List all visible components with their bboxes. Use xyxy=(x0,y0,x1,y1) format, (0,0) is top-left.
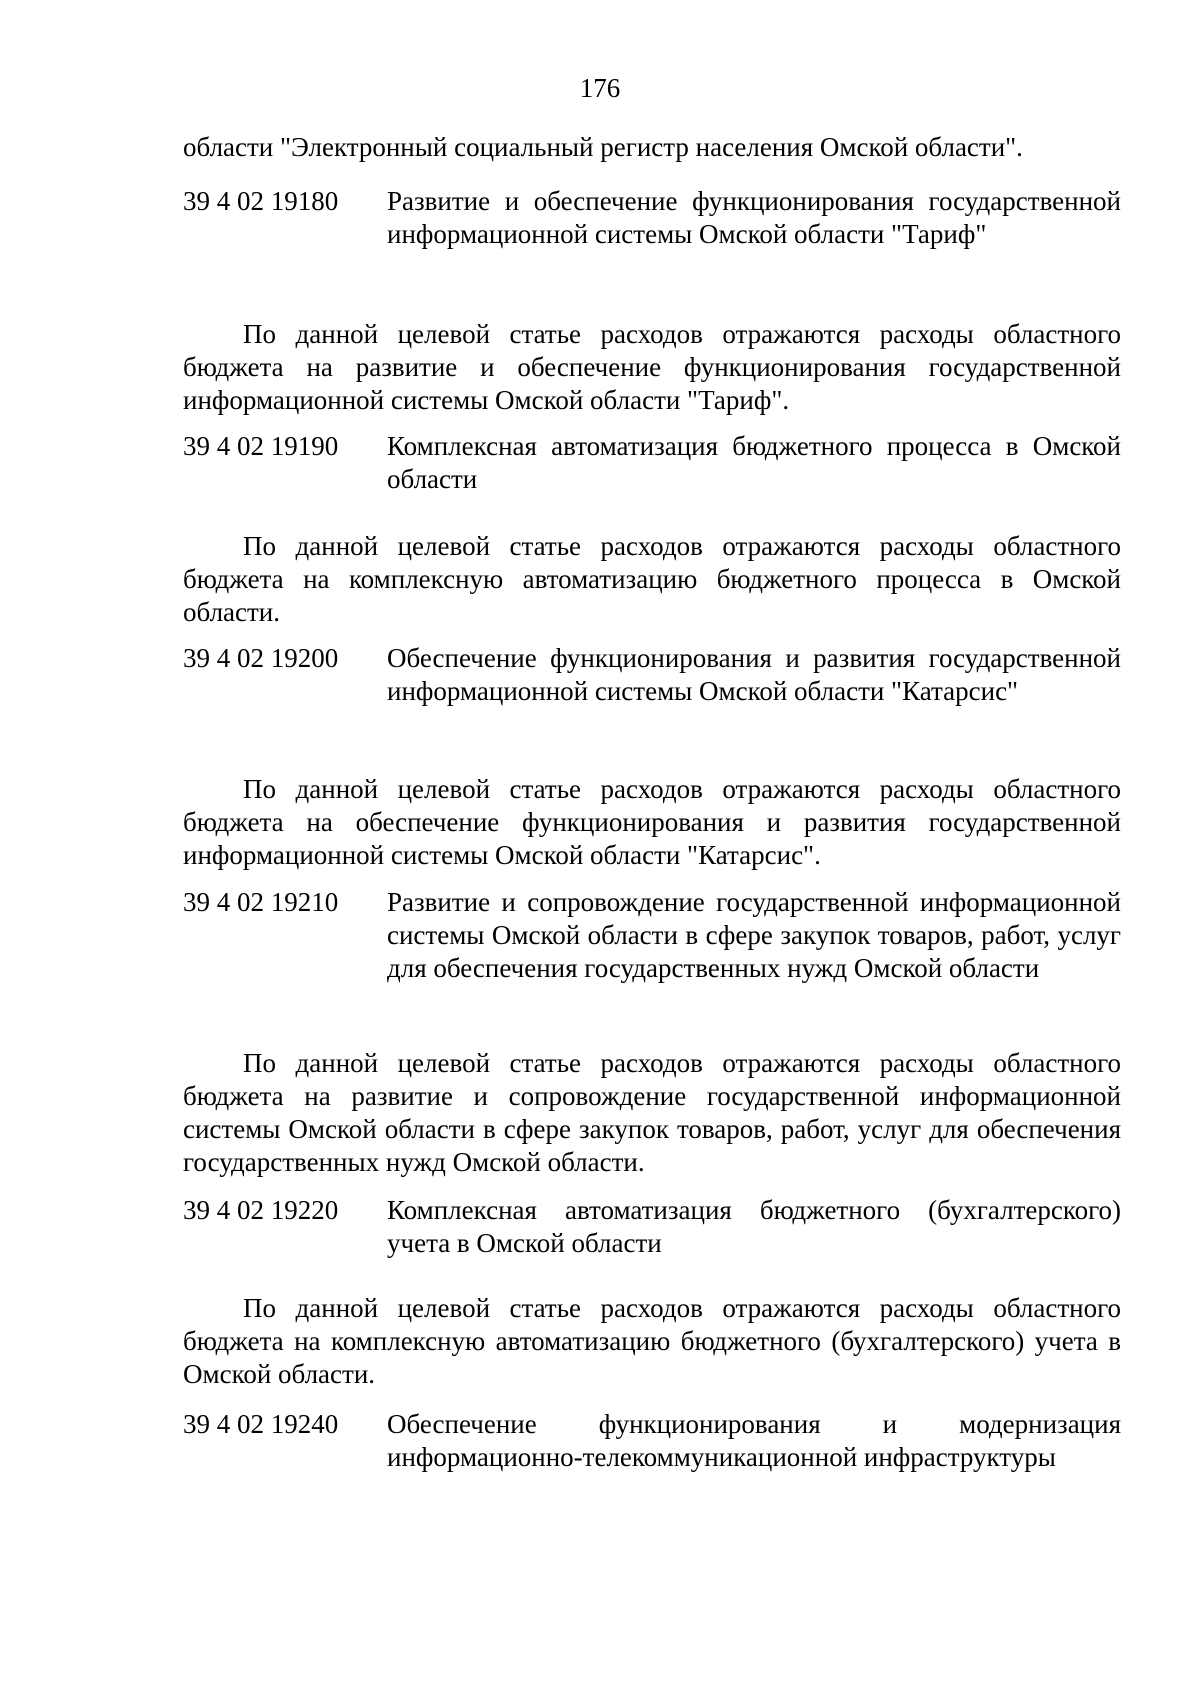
budget-item-code: 39 4 02 19210 xyxy=(183,887,339,917)
budget-item-title: Комплексная автоматизация бюджетного процесса в Омской области xyxy=(387,431,1121,494)
budget-item-code: 39 4 02 19180 xyxy=(183,186,339,216)
budget-item-title: Обеспечение функционирования и развития государственной информационной системы Омской области "Катарсис" xyxy=(387,643,1121,706)
budget-item-heading xyxy=(183,185,1121,251)
budget-item-description: По данной целевой статье расходов отражаются расходы областного бюджета на развитие и обеспечение функционирования государственной информационной системы Омской области "Тариф". xyxy=(183,319,1121,415)
budget-item-description: По данной целевой статье расходов отражаются расходы областного бюджета на развитие и сопровождение государственной информационной системы Омской области в сфере закупок товаров, работ, услуг для обеспечения государственных нужд Омской области. xyxy=(183,1048,1121,1177)
budget-item-code: 39 4 02 19240 xyxy=(183,1409,339,1439)
budget-item-heading xyxy=(183,1194,1121,1260)
budget-item-description: По данной целевой статье расходов отражаются расходы областного бюджета на комплексную автоматизацию бюджетного (бухгалтерского) учета в Омской области. xyxy=(183,1293,1121,1389)
budget-item-code: 39 4 02 19190 xyxy=(183,431,339,461)
budget-item-title: Комплексная автоматизация бюджетного (бухгалтерского) учета в Омской области xyxy=(387,1195,1121,1258)
budget-item-description: По данной целевой статье расходов отражаются расходы областного бюджета на комплексную автоматизацию бюджетного процесса в Омской области. xyxy=(183,531,1121,627)
budget-item-heading xyxy=(183,1408,1121,1474)
budget-item-heading xyxy=(183,430,1121,496)
budget-item-heading xyxy=(183,642,1121,708)
budget-item-code: 39 4 02 19220 xyxy=(183,1195,339,1225)
budget-item-code: 39 4 02 19200 xyxy=(183,643,339,673)
budget-item-title: Развитие и обеспечение функционирования государственной информационной системы Омской области "Тариф" xyxy=(387,186,1121,249)
continuation-text: области "Электронный социальный регистр населения Омской области". xyxy=(183,132,1023,162)
budget-item-heading xyxy=(183,886,1121,985)
page-number: 176 xyxy=(579,73,621,103)
budget-item-description: По данной целевой статье расходов отражаются расходы областного бюджета на обеспечение функционирования и развития государственной информационной системы Омской области "Катарсис". xyxy=(183,774,1121,870)
budget-item-title: Обеспечение функционирования и модернизация информационно-телекоммуникационной инфраструктуры xyxy=(387,1409,1121,1472)
budget-item-title: Развитие и сопровождение государственной информационной системы Омской области в сфере закупок товаров, работ, услуг для обеспечения государственных нужд Омской области xyxy=(387,887,1121,983)
